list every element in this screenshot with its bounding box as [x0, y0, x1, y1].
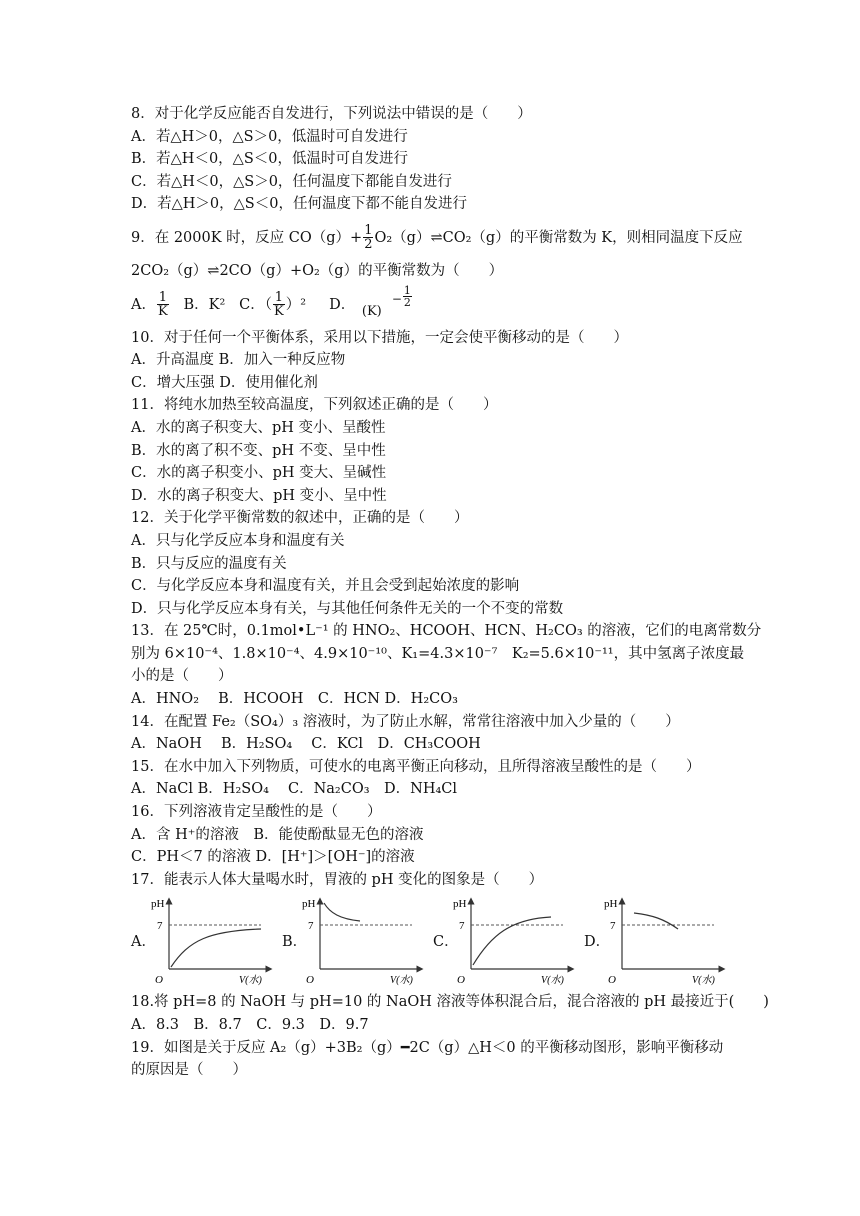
graph-b-xlabel: V(水) — [390, 975, 413, 987]
question-11-option-d: D．水的离子积变大、pH 变小、呈中性 — [131, 487, 387, 504]
question-8-stem: 8．对于化学反应能否自发进行，下列说法中错误的是（ ） — [131, 106, 532, 122]
question-10-options-cd: C．增大压强 D．使用催化剂 — [131, 374, 318, 391]
graph-c-plot — [451, 895, 581, 991]
graph-b-ylabel: pH — [302, 898, 316, 911]
question-14-stem: 14．在配置 Fe₂（SO₄）₃ 溶液时，为了防止水解，常常往溶液中加入少量的（ ） — [131, 713, 680, 730]
question-16-options-cd: C．PH＜7 的溶液 D．[H⁺]＞[OH⁻]的溶液 — [131, 849, 415, 866]
graph-c-origin: O — [457, 974, 465, 987]
graph-a-plot — [149, 895, 279, 991]
question-8-option-c: C．若△H＜0，△S＞0，任何温度下都能自发进行 — [131, 173, 452, 190]
question-13-line1: 13．在 25℃时，0.1mol•L⁻¹ 的 HNO₂、HCOOH、HCN、H₂CO₃ 的溶液，它们的电离常数分 — [131, 623, 762, 640]
option-a-fraction: $\frac{1}{K}$ — [157, 290, 168, 320]
graph-b-ref: 7 — [308, 920, 314, 933]
fraction-one-half: $\frac{1}{2}$ — [364, 223, 373, 253]
exam-page — [131, 103, 769, 1082]
question-9-options: A． $\frac{1}{K}$ B．K² C．（ $\frac{1}{K}$ ）² D． (K) − $\frac{1}{2}$ — [131, 283, 741, 327]
question-13-line3: 小的是（ ） — [131, 668, 233, 685]
graph-d-ref: 7 — [610, 920, 616, 933]
question-13-line2: 别为 6×10⁻⁴、1.8×10⁻⁴、4.9×10⁻¹⁰、K₁=4.3×10⁻⁷ K₂=5.6×10⁻¹¹，其中氢离子浓度最 — [131, 645, 745, 662]
question-16-stem: 16．下列溶液肯定呈酸性的是（ ） — [131, 804, 382, 821]
question-9-option-c-label: C．（ — [239, 296, 273, 313]
question-11-option-a: A．水的离子积变大、pH 变小、呈酸性 — [131, 419, 386, 436]
graph-d-origin: O — [608, 974, 616, 987]
question-19-line2: 的原因是（ ） — [131, 1062, 247, 1079]
question-9-option-d-label: D． — [329, 296, 356, 313]
graph-c-ylabel: pH — [453, 898, 467, 911]
question-12-option-c: C．与化学反应本身和温度有关，并且会受到起始浓度的影响 — [131, 578, 520, 595]
graph-a-ylabel: pH — [151, 898, 165, 911]
question-9-stem-line2: 2CO₂（g）⇌2CO（g）+O₂（g）的平衡常数为（ ） — [131, 262, 504, 279]
question-12-option-a: A．只与化学反应本身和温度有关 — [131, 532, 345, 549]
graph-d-xlabel: V(水) — [692, 975, 715, 987]
question-13-options: A．HNO₂ B．HCOOH C．HCN D．H₂CO₃ — [131, 691, 458, 708]
question-10-options-ab: A．升高温度 B．加入一种反应物 — [131, 352, 346, 369]
question-18-stem: 18.将 pH=8 的 NaOH 与 pH=10 的 NaOH 溶液等体积混合后，混合溶液的 pH 最接近于( ) — [131, 994, 769, 1011]
question-16-options-ab: A．含 H⁺的溶液 B．能使酚酞显无色的溶液 — [131, 826, 424, 843]
question-8-option-b: B．若△H＜0，△S＜0，低温时可自发进行 — [131, 151, 408, 168]
question-18-options: A．8.3 B．8.7 C．9.3 D．9.7 — [131, 1017, 369, 1033]
question-15-stem: 15．在水中加入下列物质，可使水的电离平衡正向移动，且所得溶液呈酸性的是（ ） — [131, 758, 701, 775]
question-9-option-b: B．K² — [183, 296, 226, 313]
graph-c-xlabel: V(水) — [541, 975, 564, 987]
question-17-stem: 17．能表示人体大量喝水时，胃液的 pH 变化的图象是（ ） — [131, 871, 544, 888]
question-11-option-c: C．水的离子积变小、pH 变大、呈碱性 — [131, 465, 387, 482]
graph-a-xlabel: V(水) — [239, 975, 262, 987]
question-11-option-b: B．水的离了积不变、pH 不变、呈中性 — [131, 442, 386, 459]
graph-b-origin: O — [306, 974, 314, 987]
graph-a-ref: 7 — [157, 920, 163, 933]
graph-a-origin: O — [155, 974, 163, 987]
graph-d-plot — [602, 895, 732, 991]
question-11-stem: 11．将纯水加热至较高温度，下列叙述正确的是（ ） — [131, 397, 498, 414]
question-17-graphs: A． pH 7 O V(水) B． pH 7 O V(水) C． pH 7 O V(水) D． pH 7 O V(水) — [131, 895, 741, 991]
graph-d-ylabel: pH — [604, 898, 618, 911]
question-8-option-a: A．若△H＞0，△S＞0，低温时可自发进行 — [131, 128, 408, 145]
graph-c-ref: 7 — [459, 920, 465, 933]
question-9-stem-line1: 9．在 2000K 时，反应 CO（g）+ $\frac{1}{2}$ O₂（g）⇌CO₂（g）的平衡常数为 K，则相同温度下反应 — [131, 223, 743, 253]
question-9-option-a-label: A． — [131, 296, 156, 313]
question-19-line1: 19．如图是关于反应 A₂（g）+3B₂（g）━2C（g）△H＜0 的平衡移动图形，影响平衡移动 — [131, 1039, 724, 1056]
graph-b-plot — [300, 895, 430, 991]
option-d-expression: (K) − $\frac{1}{2}$ — [361, 283, 411, 319]
question-12-stem: 12．关于化学平衡常数的叙述中，正确的是（ ） — [131, 510, 469, 527]
option-c-fraction: $\frac{1}{K}$ — [274, 290, 284, 320]
question-10-stem: 10．对于任何一个平衡体系，采用以下措施，一定会使平衡移动的是（ ） — [131, 329, 628, 346]
question-15-options: A．NaCl B．H₂SO₄ C．Na₂CO₃ D．NH₄Cl — [131, 781, 458, 798]
question-12-option-b: B．只与反应的温度有关 — [131, 555, 287, 572]
question-12-option-d: D．只与化学反应本身有关，与其他任何条件无关的一个不变的常数 — [131, 600, 564, 617]
question-8-option-d: D．若△H＞0，△S＜0，任何温度下都不能自发进行 — [131, 196, 467, 213]
question-14-options: A．NaOH B．H₂SO₄ C．KCl D．CH₃COOH — [131, 736, 481, 753]
